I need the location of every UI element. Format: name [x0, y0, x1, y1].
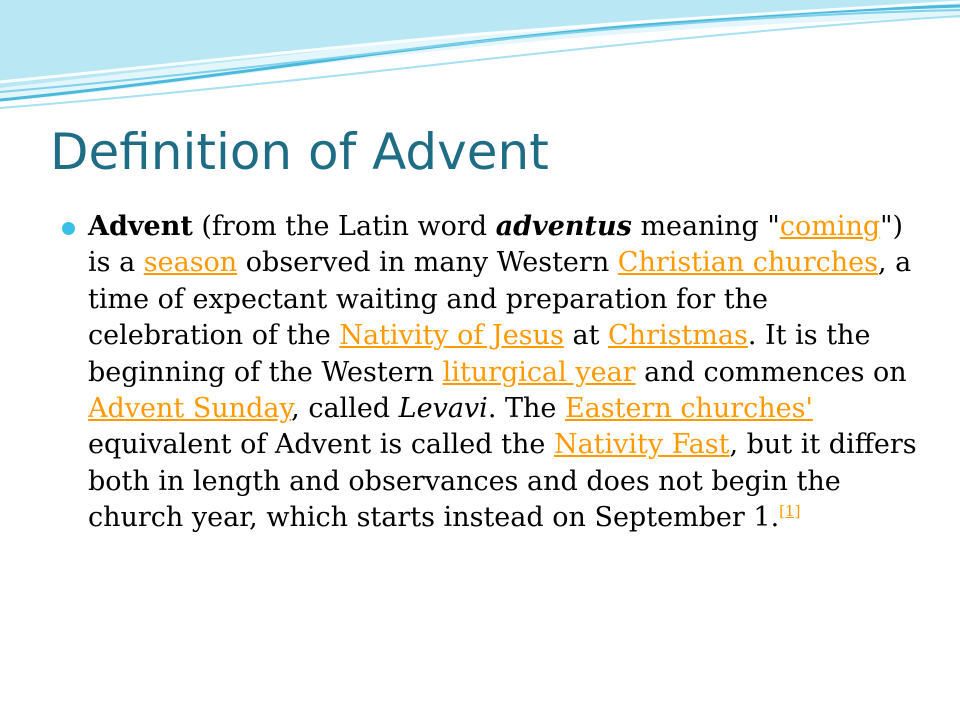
text-segment: . The	[487, 393, 565, 425]
text-segment: , but it differs both in length and observances and does not begin the church year, which starts instead on September 1.	[88, 429, 917, 534]
text-segment: observed in many Western	[237, 247, 618, 279]
term-adventus: adventus	[495, 211, 632, 242]
footnote-reference	[779, 502, 800, 520]
text-segment: ") is a	[88, 211, 904, 279]
text-segment: and commences on	[635, 356, 907, 388]
link-coming[interactable]: coming	[779, 211, 881, 242]
link-christian-churches[interactable]: Christian churches	[617, 247, 878, 279]
text-segment: . It is the beginning of the Western	[88, 320, 871, 388]
link-season[interactable]: season	[143, 247, 238, 279]
definition-paragraph	[88, 209, 918, 537]
bullet-point-icon	[62, 222, 75, 235]
link-nativity-of-jesus[interactable]: Nativity of Jesus	[339, 320, 564, 352]
link-liturgical-year[interactable]: liturgical year	[442, 356, 636, 388]
text-segment: , called	[291, 393, 399, 425]
text-segment: (from the Latin word	[192, 211, 496, 242]
text-segment: equivalent of Advent is called the	[88, 429, 554, 461]
text-segment: at	[563, 320, 609, 352]
link-christmas[interactable]: Christmas	[608, 320, 748, 352]
term-levavi: Levavi	[398, 393, 488, 425]
term-advent: Advent	[88, 211, 193, 242]
link-eastern-churches[interactable]: Eastern churches'	[564, 393, 813, 425]
link-nativity-fast[interactable]: Nativity Fast	[553, 429, 730, 461]
text-segment: meaning "	[631, 211, 780, 242]
link-advent-sunday[interactable]: Advent Sunday	[88, 393, 292, 425]
header-wave-decoration	[0, 0, 960, 120]
slide-title: Definition of Advent	[50, 123, 549, 181]
link-footnote-1[interactable]: [1]	[779, 502, 801, 521]
text-segment: , a time of expectant waiting and preparation for the celebration of the	[88, 247, 912, 352]
